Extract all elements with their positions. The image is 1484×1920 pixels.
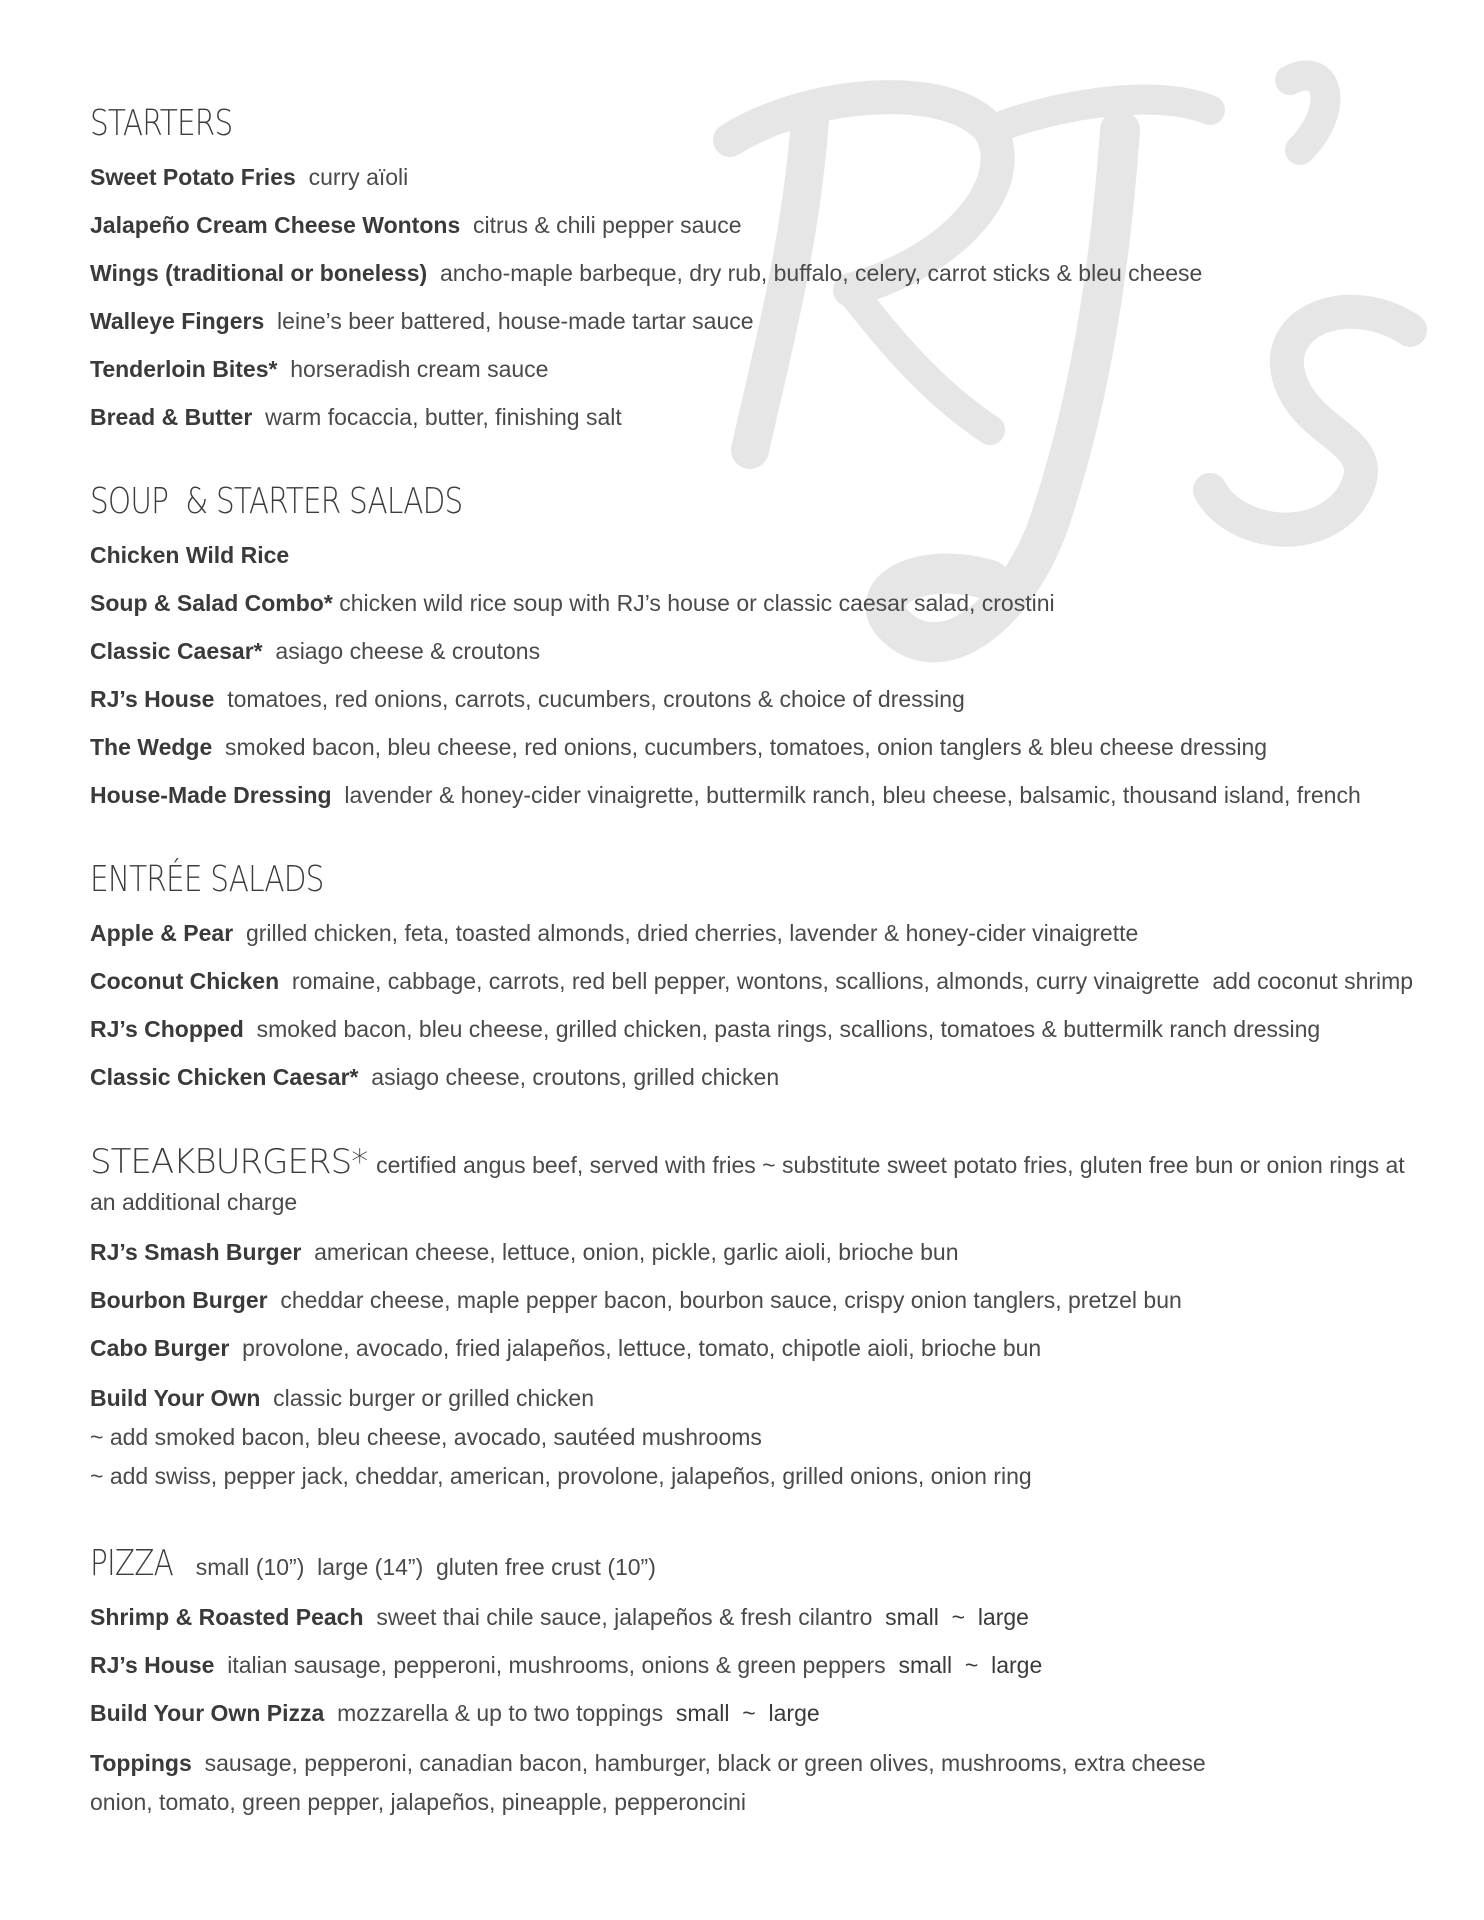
item-name: The Wedge [90,734,213,760]
menu-item [90,1235,1410,1269]
item-name: Chicken Wild Rice [90,542,290,568]
item-name: RJ’s House [90,686,215,712]
item-name: Build Your Own [90,1385,261,1411]
menu [90,100,1414,1866]
item-name: Build Your Own Pizza [90,1700,325,1726]
menu-item [90,682,1410,716]
item-name: House-Made Dressing [90,782,332,808]
item-name: Cabo Burger [90,1335,230,1361]
section-starters [90,100,1410,434]
menu-item [90,1060,1410,1094]
section-soup-starter-salads [90,478,1410,812]
menu-item [90,634,1410,668]
menu-item [90,1283,1410,1317]
section-head [90,1540,1410,1588]
menu-item [90,916,1410,950]
item-sizes: small ~ large [675,1700,820,1726]
item-desc: tomatoes, red onions, carrots, cucumbers, croutons & choice of dressing [227,686,965,712]
item-desc: romaine, cabbage, carrots, red bell pepper, wontons, scallions, almonds, curry vinaigrette add coconut shrimp [291,968,1414,994]
menu-item [90,256,1410,290]
item-addon-line: onion, tomato, green pepper, jalapeños, pineapple, pepperoncini [90,1789,746,1815]
item-desc: citrus & chili pepper sauce [473,212,742,238]
item-name: Toppings [90,1750,192,1776]
item-desc: leine’s beer battered, house-made tartar sauce [277,308,754,334]
section-entree-salads [90,856,1414,1094]
menu-item [90,160,1410,194]
item-name: Bourbon Burger [90,1287,268,1313]
section-title: STEAKBURGERS* [90,1142,368,1182]
item-name: RJ’s Chopped [90,1016,244,1042]
item-name: Shrimp & Roasted Peach [90,1604,364,1630]
menu-item [90,1379,1410,1496]
menu-item [90,778,1410,812]
menu-item [90,400,1410,434]
item-name: Soup & Salad Combo* [90,590,333,616]
item-desc: smoked bacon, bleu cheese, grilled chicken, pasta rings, scallions, tomatoes & buttermilk ranch dressing [256,1016,1321,1042]
item-desc: cheddar cheese, maple pepper bacon, bourbon sauce, crispy onion tanglers, pretzel bun [280,1287,1182,1313]
item-name: Sweet Potato Fries [90,164,296,190]
section-pizza [90,1540,1410,1822]
item-desc: provolone, avocado, fried jalapeños, lettuce, tomato, chipotle aioli, brioche bun [242,1335,1042,1361]
menu-item [90,730,1410,764]
item-desc: sausage, pepperoni, canadian bacon, hamburger, black or green olives, mushrooms, extra cheese [204,1750,1206,1776]
item-name: Jalapeño Cream Cheese Wontons [90,212,461,238]
section-title: ENTRÉE SALADS [90,859,324,900]
menu-item [90,1696,1410,1730]
item-name: Coconut Chicken [90,968,280,994]
item-desc: asiago cheese, croutons, grilled chicken [371,1064,780,1090]
menu-item [90,1331,1410,1365]
item-desc: american cheese, lettuce, onion, pickle, garlic aioli, brioche bun [314,1239,959,1265]
section-title: PIZZA [90,1543,174,1584]
item-name: Wings (traditional or boneless) [90,260,428,286]
item-desc: asiago cheese & croutons [275,638,541,664]
menu-item [90,964,1414,998]
section-note: small (10”) large (14”) gluten free crust (10”) [195,1554,656,1580]
item-name: Tenderloin Bites* [90,356,278,382]
item-desc: curry aïoli [308,164,409,190]
item-desc: sweet thai chile sauce, jalapeños & fresh cilantro [376,1604,873,1630]
menu-item [90,538,1410,572]
menu-item [90,1600,1410,1634]
item-name: RJ’s Smash Burger [90,1239,302,1265]
item-sizes: small ~ large [898,1652,1043,1678]
item-name: Bread & Butter [90,404,253,430]
menu-item [90,1012,1410,1046]
item-desc: italian sausage, pepperoni, mushrooms, onions & green peppers [227,1652,886,1678]
item-desc: chicken wild rice soup with RJ’s house or classic caesar salad, crostini [339,590,1055,616]
section-head [90,1138,1410,1223]
item-desc: grilled chicken, feta, toasted almonds, dried cherries, lavender & honey-cider vinaigrette [245,920,1139,946]
item-desc: horseradish cream sauce [290,356,549,382]
item-name: Walleye Fingers [90,308,265,334]
menu-item [90,304,1410,338]
section-note: certified angus beef, served with fries ~ substitute sweet potato fries, gluten free bun or onion rings at an additional charge [90,1152,1405,1215]
menu-item [90,1744,1410,1822]
item-desc: smoked bacon, bleu cheese, red onions, cucumbers, tomatoes, onion tanglers & bleu cheese dressing [225,734,1268,760]
menu-item [90,208,1410,242]
section-steakburgers [90,1138,1410,1496]
item-addon-line: ~ add smoked bacon, bleu cheese, avocado, sautéed mushrooms [90,1424,762,1450]
item-desc: mozzarella & up to two toppings [337,1700,664,1726]
menu-item [90,586,1410,620]
item-name: Classic Caesar* [90,638,263,664]
menu-item [90,352,1410,386]
item-desc: classic burger or grilled chicken [273,1385,595,1411]
item-addon-line: ~ add swiss, pepper jack, cheddar, american, provolone, jalapeños, grilled onions, onion ring [90,1463,1032,1489]
item-desc: lavender & honey-cider vinaigrette, buttermilk ranch, bleu cheese, balsamic, thousand island, french [344,782,1361,808]
section-title: SOUP & STARTER SALADS [90,481,463,522]
item-name: Apple & Pear [90,920,234,946]
item-name: RJ’s House [90,1652,215,1678]
section-title: STARTERS [90,103,233,144]
item-name: Classic Chicken Caesar* [90,1064,359,1090]
menu-item [90,1648,1410,1682]
item-sizes: small ~ large [885,1604,1029,1630]
item-desc: ancho-maple barbeque, dry rub, buffalo, celery, carrot sticks & bleu cheese [439,260,1203,286]
item-desc: warm focaccia, butter, finishing salt [265,404,622,430]
